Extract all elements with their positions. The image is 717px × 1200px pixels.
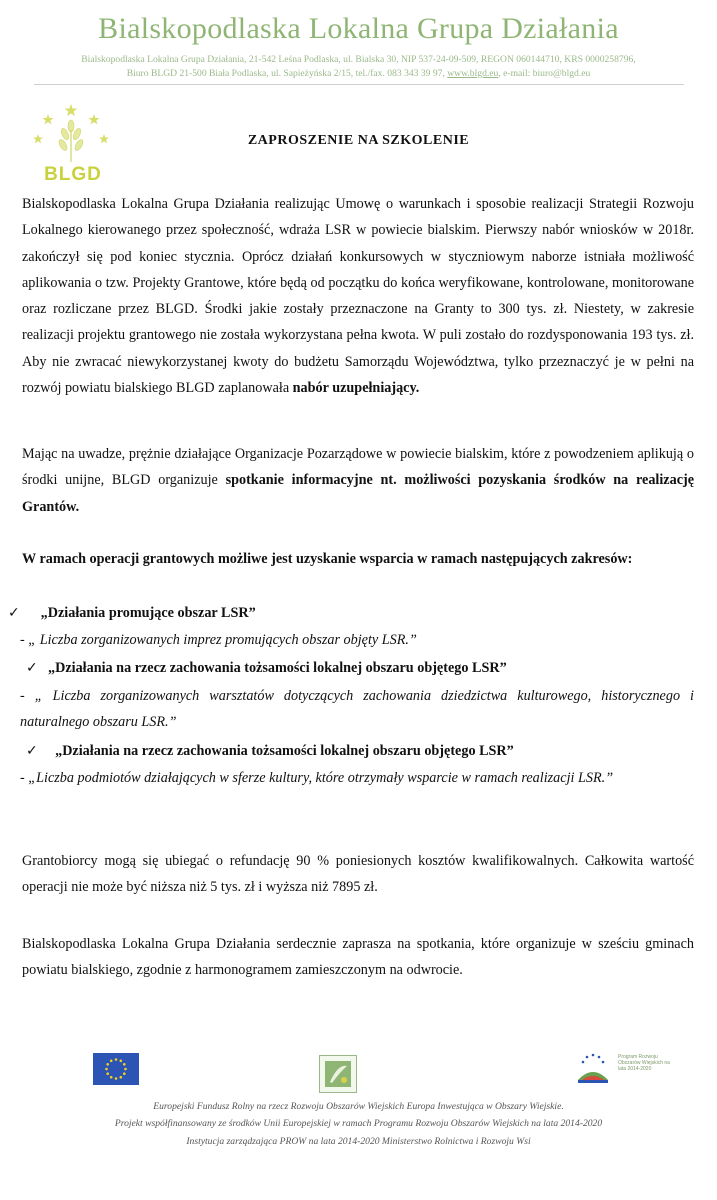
- intro-bold-text: nabór uzupełniający.: [292, 380, 420, 397]
- scope-title: „Działania na rzecz zachowania tożsamości lokalnej obszaru objętego LSR”: [55, 743, 514, 759]
- prow-stars-icon: [570, 1050, 616, 1088]
- checkmark-icon: ✓: [26, 660, 38, 676]
- meeting-bold-text: spotkanie informacyjne nt. możliwości pozyskania środków na realizację Grantów.: [22, 472, 695, 515]
- scope-item-identity-culture: [26, 738, 712, 764]
- footer-authority-line: Instytucja zarządzająca PROW na lata 2014-2020 Ministerstwo Rolnictwa i Rozwoju Wsi: [186, 1136, 531, 1147]
- checkmark-icon: ✓: [8, 605, 20, 621]
- leader-icon: [320, 1056, 356, 1092]
- organization-address-line: Bialskopodlaska Lokalna Grupa Działania, 21-542 Leśna Podlaska, ul. Bialska 30, NIP 537-24-09-509, REGON 060144710, KRS 0000258796,: [81, 54, 636, 65]
- leader-logo: [319, 1055, 357, 1093]
- scope-indicator: - „ Liczba zorganizowanych warsztatów dotyczących zachowania dziedzictwa kulturowego, historycznego i naturalnego obszaru LSR.”: [20, 688, 694, 731]
- meeting-paragraph: [22, 441, 694, 520]
- prow-logo-text: Program Rozwoju Obszarów Wiejskich na lata 2014-2020: [618, 1054, 670, 1072]
- office-address: Biuro BLGD 21-500 Biała Podlaska, ul. Sapieżyńska 2/15, tel./fax. 083 343 39 97,: [126, 68, 445, 79]
- scope-item-promotion: [8, 600, 694, 626]
- intro-paragraph: [22, 191, 694, 401]
- intro-text: Bialskopodlaska Lokalna Grupa Działania realizując Umowę o warunkach i sposobie realizacji Strategii Rozwoju Lokalnego kierowanego przez społeczność, wdraża LSR w powiecie bialskim. Pierwszy nabór wniosków w 2018r. zakończył się pod koniec stycznia. Oprócz działań konkursowych w styczniowym naborze istniała możliwość aplikowania o tzw. Projekty Grantowe, które będą od początku do końca weryfikowane, kontrolowane, monitorowane oraz rozliczane przez BLGD. Środki jakie zostały przeznaczone na Granty to 300 tys. zł. Niestety, w zakresie realizacji projektu grantowego nie została wykorzystana pełna kwota. W puli zostało do rozdysponowania 193 tys. zł. Aby nie zwracać niewykorzystanej kwoty do budżetu Samorządu Województwa, tylko przeznaczyć je w pełni na rozwój powiatu bialskiego BLGD zaplanowała: [22, 196, 694, 397]
- organization-title: Bialskopodlaska Lokalna Grupa Działania: [98, 12, 619, 45]
- website-link[interactable]: www.blgd.eu: [447, 68, 499, 79]
- eu-flag-logo: [93, 1053, 139, 1085]
- scope-title: „Działania promujące obszar LSR”: [40, 605, 256, 621]
- logo-text: BLGD: [44, 164, 102, 185]
- organization-contact-line: [0, 68, 717, 79]
- scope-title: „Działania na rzecz zachowania tożsamości lokalnej obszaru objętego LSR”: [48, 660, 507, 676]
- checkmark-icon: ✓: [26, 743, 38, 759]
- scope-indicator: - „Liczba podmiotów działających w sferze kultury, które otrzymały wsparcie w ramach realizacji LSR.”: [20, 770, 614, 786]
- scope-item-identity: [26, 655, 712, 681]
- footer-cofinancing-line: Projekt współfinansowany ze środków Unii Europejskiej w ramach Programu Rozwoju Obszarów Wiejskich na lata 2014-2020: [114, 1118, 603, 1129]
- prow-logo: [570, 1050, 616, 1088]
- footer-fund-line: Europejski Fundusz Rolny na rzecz Rozwoju Obszarów Wiejskich Europa Inwestująca w Obszary Wiejskie.: [153, 1101, 564, 1112]
- funding-paragraph: Grantobiorcy mogą się ubiegać o refundację 90 % poniesionych kosztów kwalifikowalnych. Całkowita wartość operacji nie może być niższa niż 5 tys. zł i wyższa niż 7895 zł.: [22, 853, 694, 896]
- header-divider: [34, 84, 684, 85]
- scopes-intro: W ramach operacji grantowych możliwe jest uzyskanie wsparcia w ramach następujących zakresów:: [22, 551, 633, 567]
- email-text: , e-mail: biuro@blgd.eu: [498, 68, 591, 79]
- eu-stars-icon: [93, 1053, 139, 1085]
- invitation-paragraph: Bialskopodlaska Lokalna Grupa Działania serdecznie zaprasza na spotkania, które organizuje w sześciu gminach powiatu bialskiego, zgodnie z harmonogramem zamieszczonym na odwrocie.: [22, 936, 694, 979]
- document-title: ZAPROSZENIE NA SZKOLENIE: [247, 133, 470, 148]
- meeting-text: Mając na uwadze, prężnie działające Organizacje Pozarządowe w powiecie bialskim, które z powodzeniem aplikują o środki unijne, BLGD organizuje: [22, 446, 694, 489]
- scope-indicator: - „ Liczba zorganizowanych imprez promujących obszar objęty LSR.”: [20, 632, 417, 648]
